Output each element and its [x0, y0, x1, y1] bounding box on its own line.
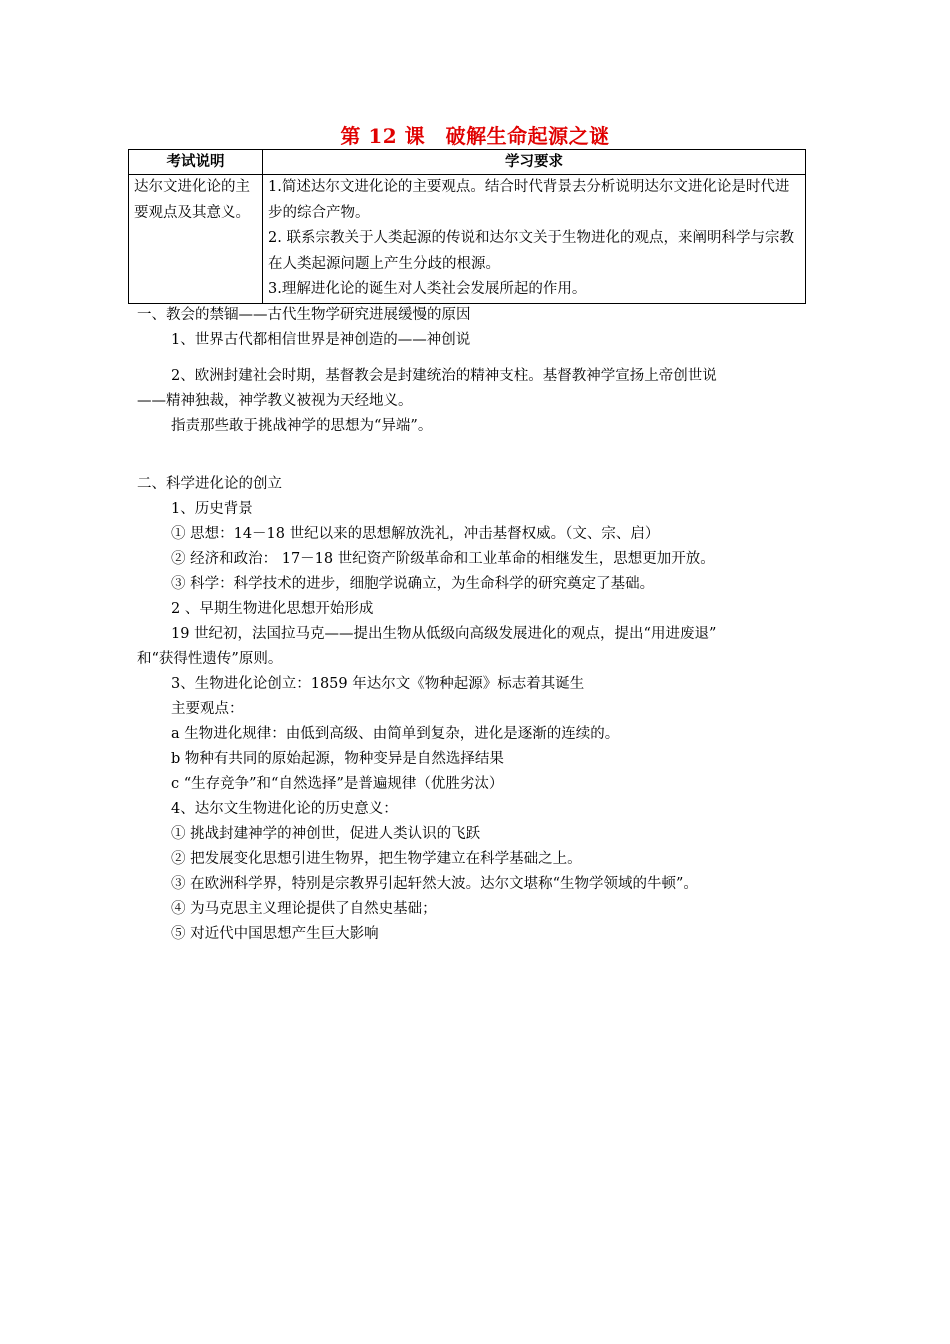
list-item: ① 思想：14－18 世纪以来的思想解放洗礼，冲击基督权威。（文、宗、启）: [171, 526, 660, 542]
table-row: [129, 175, 806, 304]
list-item: ① 挑战封建神学的神创世，促进人类认识的飞跃: [171, 826, 481, 842]
lesson-title: 第 12 课 破解生命起源之谜: [340, 124, 610, 148]
paragraph: 主要观点：: [171, 701, 244, 717]
list-item: ③ 在欧洲科学界，特别是宗教界引起轩然大波。达尔文堪称“生物学领域的牛顿”。: [171, 876, 698, 892]
paragraph: 1、世界古代都相信世界是神创造的——神创说: [171, 332, 471, 348]
list-item: ④ 为马克思主义理论提供了自然史基础；: [171, 901, 437, 917]
list-item: a 生物进化规律：由低到高级、由简单到复杂，进化是逐渐的连续的。: [171, 726, 620, 742]
section-heading: 一、教会的禁锢——古代生物学研究进展缓慢的原因: [137, 307, 471, 323]
document-body: [137, 303, 815, 947]
list-item: ② 把发展变化思想引进生物界，把生物学建立在科学基础之上。: [171, 851, 582, 867]
requirements-table: [128, 149, 806, 304]
subheading: 3、生物进化论创立：1859 年达尔文《物种起源》标志着其诞生: [171, 676, 585, 692]
paragraph: ——精神独裁，神学教义被视为天经地义。: [137, 393, 413, 409]
subheading: 2 、早期生物进化思想开始形成: [171, 601, 374, 617]
table-header-row: [129, 150, 806, 175]
list-item: ② 经济和政治： 17－18 世纪资产阶级革命和工业革命的相继发生，思想更加开放。: [171, 551, 715, 567]
list-item: ③ 科学：科学技术的进步，细胞学说确立，为生命科学的研究奠定了基础。: [171, 576, 655, 592]
requirement-item: 1.简述达尔文进化论的主要观点。结合时代背景去分析说明达尔文进化论是时代进步的综合产物。: [268, 179, 790, 221]
header-exam-notes: 考试说明: [129, 150, 263, 175]
requirement-item: 3.理解进化论的诞生对人类社会发展所起的作用。: [268, 281, 587, 297]
paragraph: 2、欧洲封建社会时期，基督教会是封建统治的精神支柱。基督教神学宣扬上帝创世说: [171, 368, 717, 384]
header-learning-requirements: 学习要求: [263, 150, 806, 175]
subheading: 4、达尔文生物进化论的历史意义：: [171, 801, 398, 817]
list-item: ⑤ 对近代中国思想产生巨大影响: [171, 926, 379, 942]
list-item: b 物种有共同的原始起源，物种变异是自然选择结果: [171, 751, 504, 767]
requirement-item: 2. 联系宗教关于人类起源的传说和达尔文关于生物进化的观点，来阐明科学与宗教在人类起源问题上产生分歧的根源。: [268, 230, 794, 272]
section-heading: 二、科学进化论的创立: [137, 476, 282, 492]
paragraph: 19 世纪初，法国拉马克——提出生物从低级向高级发展进化的观点，提出“用进废退”: [171, 626, 717, 642]
paragraph: 指责那些敢于挑战神学的思想为“异端”。: [171, 418, 433, 434]
subheading: 1、历史背景: [171, 501, 253, 517]
paragraph: 和“获得性遗传”原则。: [137, 651, 283, 667]
learning-requirements-cell: [263, 175, 806, 304]
exam-notes-cell: 达尔文进化论的主要观点及其意义。: [129, 175, 263, 304]
list-item: c “生存竞争”和“自然选择”是普遍规律（优胜劣汰）: [171, 776, 504, 792]
